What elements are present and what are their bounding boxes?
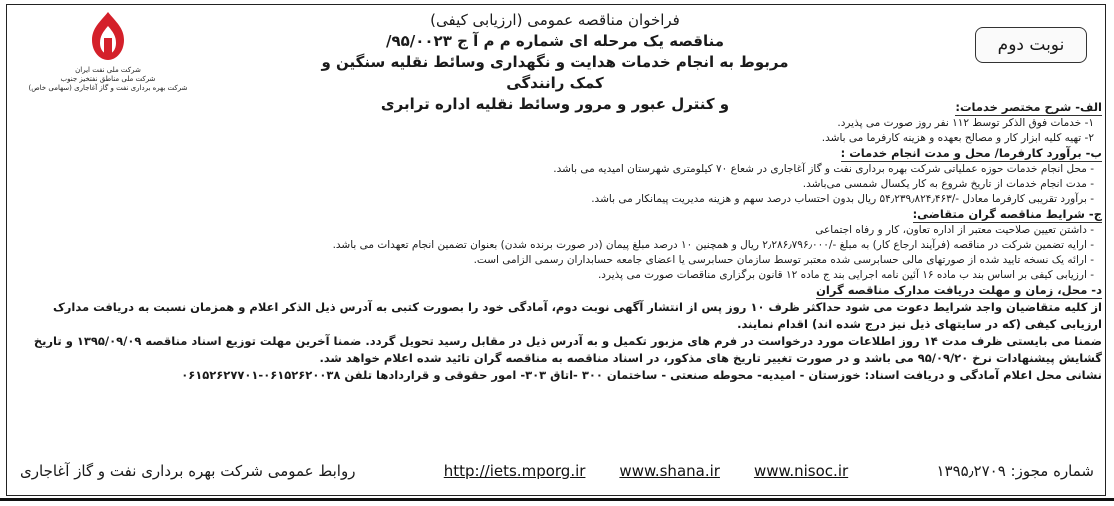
section-c-item-1: - داشتن تعیین صلاحیت معتبر از اداره تعاون، کار و رفاه اجتماعی [815,224,1094,236]
bottom-rule [0,498,1114,501]
logo-line-3: شرکت بهره برداری نفت و گاز آغاجاری (سهامی خاص) [28,84,188,92]
header-subject-2: و کنترل عبور و مرور وسائط نقلیه اداره ترابری [380,95,730,113]
header-title: فراخوان مناقصه عمومی (ارزیابی کیفی) [430,11,680,29]
section-b-item-1: - محل انجام خدمات حوزه عملیاتی شرکت بهره برداری نفت و گاز آغاجاری در شعاع ۷۰ کیلومتری شهرستان امیدیه می باشد. [553,163,1094,175]
header-subject-1: مربوط به انجام خدمات هدایت و نگهداری وسائط نقلیه سنگین و کمک رانندگی [321,53,789,92]
notice-body [12,100,1102,384]
logo-line-2: شرکت ملی مناطق نفتخیز جنوب [60,75,156,83]
logo-line-1: شرکت ملی نفت ایران [75,66,141,74]
link-nisoc[interactable]: www.nisoc.ir [753,462,849,480]
section-d-address: نشانی محل اعلام آمادگی و دریافت اسناد: خوزستان - امیدیه- محوطه صنعتی - ساختمان ۳۰۰ -اتاق ۳۰۳- امور حقوقی و قراردادها تلفن ۰۶۱۵۲۶۲۰۰۳۸-۰۶۱۵۲۶۲۷۷۰۱ [181,368,1102,382]
link-mporg[interactable]: http://iets.mporg.ir [443,462,586,480]
notice-footer [20,456,1094,486]
flame-logo-icon [78,10,138,62]
section-c-item-3: - ارائه یک نسخه تایید شده از صورتهای مالی حسابرسی شده معتبر توسط سازمان حسابرسی یا اعضای جامعه حسابداران رسمی الزامی است. [473,254,1094,266]
public-relations-signature: روابط عمومی شرکت بهره برداری نفت و گاز آغاجاری [20,462,356,480]
company-logo [24,10,192,114]
section-c-title: ج- شرایط مناقصه گران متقاضی: [912,207,1102,221]
section-b-title: ب- برآورد کارفرما/ محل و مدت انجام خدمات : [840,146,1102,160]
website-links [444,462,848,480]
section-d-title: د- محل، زمان و مهلت دریافت مدارک مناقصه گران [816,283,1102,297]
section-d-paragraph-1: از کلیه متقاضیان واجد شرایط دعوت می شود حداکثر ظرف ۱۰ روز پس از انتشار آگهی نوبت دوم، آمادگی خود را بصورت کتبی به آدرس ذیل الذکر اعلام و همزمان نسبت به دریافت مدارک ارزیابی کیفی (که در سایتهای ذیل نیز درج شده اند) اقدام نمایند. [53,300,1102,331]
header-tender-number: مناقصه یک مرحله ای شماره م م آ ج ۹۵/۰۰۲۳/ [385,32,725,50]
section-b-item-3: - برآورد تقریبی کارفرما معادل -/۵۴٫۲۳۹٫۸۲۴٫۴۶۳ ریال بدون احتساب درصد سهم و هزینه مدیریت پیمانکار می باشد. [591,193,1094,205]
permit-number: شماره مجوز: ۱۳۹۵٫۲۷۰۹ [936,462,1094,480]
link-shana[interactable]: www.shana.ir [619,462,720,480]
section-c-item-2: - ارایه تضمین شرکت در مناقصه (فرآیند ارجاع کار) به مبلغ -/۲٫۲۸۶٫۷۹۶٫۰۰۰ ریال و همچنین ۱۰ درصد مبلغ پیمان (در صورت برنده شدن) بعنوان تضمین انجام تعهدات می باشد. [332,239,1094,251]
section-d-paragraph-2: ضمنا می بایستی ظرف مدت ۱۴ روز اطلاعات مورد درخواست در فرم های مزبور تکمیل و به آدرس ذیل در مقابل رسید تحویل گردد. ضمنا آخرین مهلت توزیع اسناد مناقصه ۱۳۹۵/۰۹/۰۹ و تاریخ گشایش پیشنهادات نرخ ۹۵/۰۹/۲۰ می باشد و در صورت تغییر تاریخ های مذکور، در اسناد مناقصه به مناقصه گران تائید شده اعلام خواهد شد. [33,334,1102,365]
round-badge: نوبت دوم [975,27,1087,63]
section-a-item-2: ۲- تهیه کلیه ابزار کار و مصالح بعهده و هزینه کارفرما می باشد. [821,132,1094,144]
section-a-title: الف- شرح مختصر خدمات: [955,100,1102,114]
section-a-item-1: ۱- خدمات فوق الذکر توسط ۱۱۲ نفر روز صورت می پذیرد. [837,117,1094,129]
section-b-item-2: - مدت انجام خدمات از تاریخ شروع به کار یکسال شمسی می‌باشد. [802,178,1094,190]
section-c-item-4: - ارزیابی کیفی بر اساس بند ب ماده ۱۶ آئین نامه اجرایی بند ج ماده ۱۲ قانون برگزاری مناقصات صورت می پذیرد. [597,269,1094,281]
